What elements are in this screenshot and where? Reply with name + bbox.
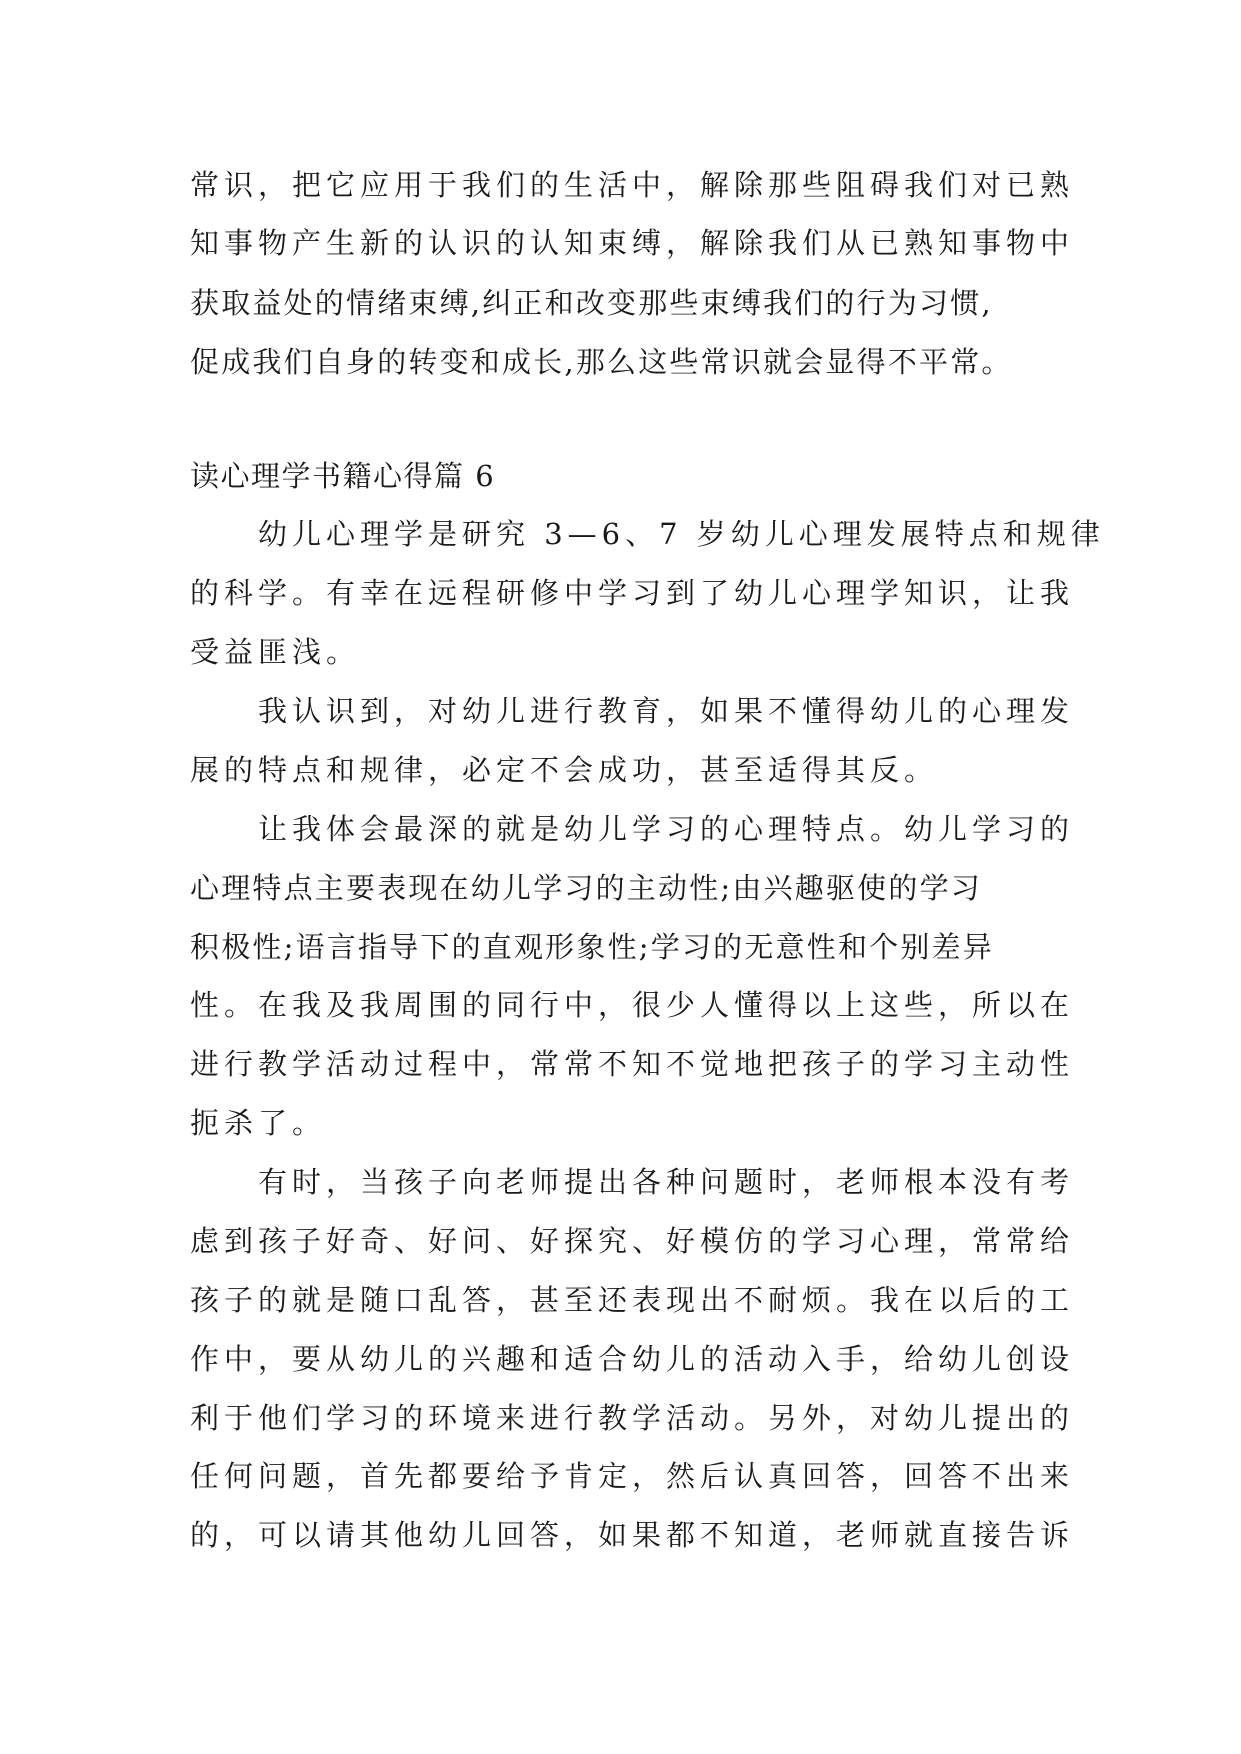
paragraph-line: 的，可以请其他幼儿回答，如果都不知道，老师就直接告诉: [190, 1518, 1075, 1552]
paragraph-line: 受益匪浅。: [190, 635, 361, 669]
text-line: 获取益处的情绪束缚,纠正和改变那些束缚我们的行为习惯,: [190, 286, 993, 320]
paragraph-line: 心理特点主要表现在幼儿学习的主动性;由兴趣驱使的学习: [190, 871, 982, 905]
paragraph-line: 有时，当孩子向老师提出各种问题时，老师根本没有考: [258, 1165, 1075, 1199]
text-line: 常识，把它应用于我们的生活中，解除那些阻碍我们对已熟: [190, 168, 1075, 202]
text-line: 知事物产生新的认识的认知束缚，解除我们从已熟知事物中: [190, 226, 1075, 260]
paragraph-line: 作中，要从幼儿的兴趣和适合幼儿的活动入手，给幼儿创设: [190, 1342, 1075, 1376]
paragraph-line: 我认识到，对幼儿进行教育，如果不懂得幼儿的心理发: [258, 694, 1075, 728]
text-line: 促成我们自身的转变和成长,那么这些常识就会显得不平常。: [190, 345, 1013, 379]
section-heading: 读心理学书籍心得篇 6: [190, 459, 496, 493]
paragraph-line: 孩子的就是随口乱答，甚至还表现出不耐烦。我在以后的工: [190, 1283, 1075, 1317]
paragraph-line: 扼杀了。: [190, 1106, 327, 1140]
paragraph-line: 展的特点和规律，必定不会成功，甚至适得其反。: [190, 753, 939, 787]
paragraph-line: 任何问题，首先都要给予肯定，然后认真回答，回答不出来: [190, 1459, 1075, 1493]
paragraph-line: 让我体会最深的就是幼儿学习的心理特点。幼儿学习的: [258, 812, 1075, 846]
paragraph-line: 的科学。有幸在远程研修中学习到了幼儿心理学知识，让我: [190, 576, 1075, 610]
paragraph-line: 进行教学活动过程中，常常不知不觉地把孩子的学习主动性: [190, 1047, 1075, 1081]
paragraph-line: 性。在我及我周围的同行中，很少人懂得以上这些，所以在: [190, 988, 1075, 1022]
paragraph-line: 虑到孩子好奇、好问、好探究、好模仿的学习心理，常常给: [190, 1224, 1075, 1258]
paragraph-line: 利于他们学习的环境来进行教学活动。另外，对幼儿提出的: [190, 1401, 1075, 1435]
paragraph-line: 积极性;语言指导下的直观形象性;学习的无意性和个别差异: [190, 930, 994, 964]
paragraph-line: 幼儿心理学是研究 3—6、7 岁幼儿心理发展特点和规律: [258, 517, 1105, 551]
